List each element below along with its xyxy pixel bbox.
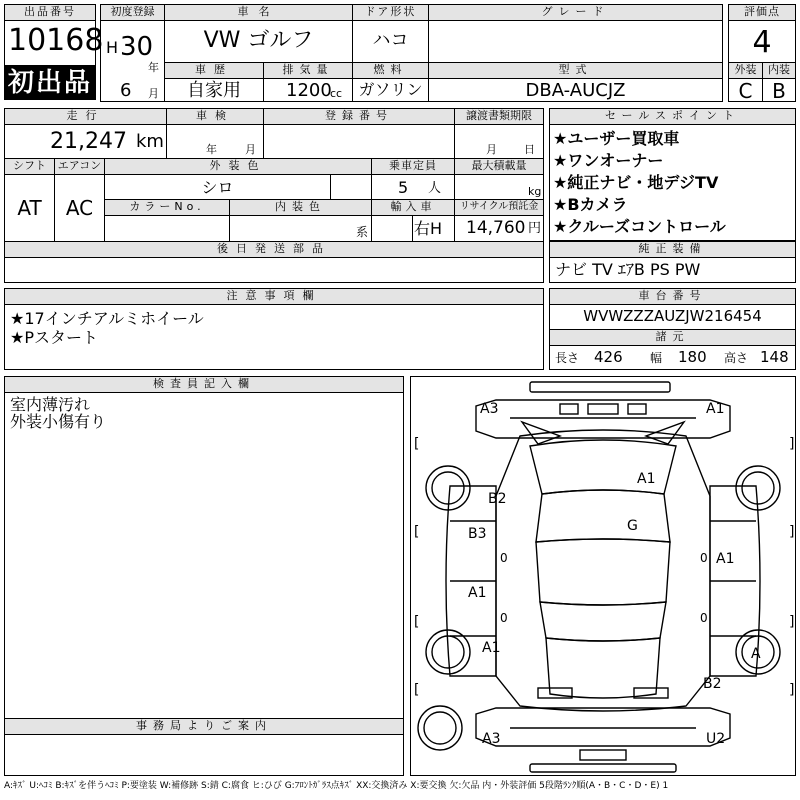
dimensions-header: 諸元 (550, 330, 795, 345)
reg-year: 30 (120, 32, 154, 62)
later-parts-header: 後日発送部品 (5, 242, 543, 257)
int-color-unit: 系 (356, 225, 369, 239)
inspector-line: 外装小傷有り (10, 412, 107, 431)
shift-value: AT (17, 196, 42, 220)
lot-number: 10168 (8, 23, 104, 58)
note-item: ★Pスタート (10, 328, 98, 347)
car-outline-diagram (410, 376, 796, 776)
score-header: 評価点 (729, 5, 795, 20)
damage-mark: G (627, 518, 638, 534)
chassis-number: WVWZZZAUZJW216454 (583, 307, 762, 325)
month-unit: 月 (148, 87, 159, 100)
damage-mark: A1 (706, 401, 725, 417)
fuel-header: 燃料 (353, 63, 428, 78)
load-header: 最大積載量 (455, 159, 543, 174)
grade-header: グレード (429, 5, 722, 20)
svg-text:[: [ (412, 524, 421, 540)
svg-text:[: [ (412, 614, 421, 630)
damage-mark-zero: 0 (700, 611, 708, 625)
damage-mark: B3 (468, 526, 487, 542)
displacement-value: 1200 (286, 80, 332, 101)
capacity-value: 5 (398, 178, 409, 197)
length-label: 長さ (555, 351, 580, 365)
genuine-equipment-value: ナビ TV ｴｱB PS PW (555, 260, 701, 279)
transfer-header: 譲渡書類期限 (455, 109, 543, 124)
shift-header: シフト (5, 159, 54, 174)
damage-mark: A3 (480, 401, 499, 417)
inspector-box (4, 376, 404, 776)
recycle-header: リサイクル預託金 (455, 200, 543, 215)
damage-mark: A1 (637, 471, 656, 487)
mileage-header: 走行 (5, 109, 166, 124)
int-color-header: 内装色 (230, 200, 371, 215)
door-header: ドア形状 (353, 5, 428, 20)
cc-unit: cc (330, 87, 343, 100)
import-header: 輸入車 (372, 200, 454, 215)
sales-point-item: ★Bカメラ (553, 195, 628, 214)
exterior-grade: C (738, 79, 753, 103)
damage-mark: A1 (716, 551, 735, 567)
svg-text:]: ] (788, 614, 796, 630)
ext-color-header: 外装色 (105, 159, 371, 174)
svg-text:[: [ (412, 436, 421, 452)
office-header: 事務局よりご案内 (5, 719, 403, 734)
inspection-year-unit: 年 (206, 143, 217, 156)
inspection-month-unit: 月 (245, 143, 256, 156)
damage-mark: A (751, 646, 761, 662)
displacement-header: 排気量 (264, 63, 352, 78)
chassis-header: 車台番号 (550, 289, 795, 304)
door-shape: ハコ (372, 30, 409, 51)
damage-mark: B2 (703, 676, 722, 692)
km-unit: km (136, 131, 164, 152)
damage-mark: B2 (488, 491, 507, 507)
reg-month: 6 (120, 80, 132, 101)
recycle-value: 14,760 (466, 218, 526, 238)
mileage-value: 21,247 (50, 129, 127, 154)
fuel-value: ガソリン (358, 80, 423, 99)
sales-point-item: ★純正ナビ・地デジTV (553, 173, 719, 192)
damage-mark-zero: 0 (500, 551, 508, 565)
sales-points-header: セールスポイント (550, 109, 795, 124)
note-item: ★17インチアルミホイール (10, 309, 204, 328)
sales-point-item: ★ワンオーナー (553, 151, 664, 170)
ac-header: エアコン (55, 159, 104, 174)
legend-text: A:ｷｽﾞ U:ﾍｺﾐ B:ｷｽﾞを伴うﾍｺﾐ P:要塗装 W:補修跡 S:錆 C:腐食 ヒ:ひび G:ﾌﾛﾝﾄｶﾞﾗｽ点ｷｽﾞ XX:交換済み X:要交換 欠:欠品 内・外装評価 5段階ﾗﾝｸ順(A・B・C・D・E) 1 (4, 781, 669, 791)
first-reg-header: 初度登録 (101, 5, 164, 20)
height-value: 148 (760, 348, 789, 366)
year-unit: 年 (148, 61, 159, 74)
car-name-header: 車名 (165, 5, 352, 20)
color-no-header: カラーNo. (105, 200, 229, 215)
inspector-header: 検査員記入欄 (5, 377, 403, 392)
model-value: DBA-AUCJZ (525, 80, 626, 101)
interior-grade: B (772, 79, 786, 103)
load-unit: kg (528, 185, 542, 198)
plate-header: 登録番号 (264, 109, 454, 124)
lot-number-header: 出品番号 (5, 5, 95, 20)
genuine-equipment-header: 純正装備 (550, 242, 795, 257)
score-value: 4 (752, 25, 772, 60)
height-label: 高さ (724, 351, 749, 365)
damage-mark: A1 (468, 585, 487, 601)
damage-mark: A1 (482, 640, 501, 656)
sales-point-item: ★クルーズコントロール (553, 217, 726, 236)
steering-side: 右H (414, 219, 443, 238)
width-value: 180 (678, 348, 707, 366)
inspector-line: 室内薄汚れ (10, 395, 91, 414)
era-letter: H (106, 38, 119, 57)
svg-text:]: ] (788, 436, 796, 452)
svg-text:[: [ (412, 682, 421, 698)
notes-header: 注意事項欄 (5, 289, 543, 304)
svg-text:]: ] (788, 682, 796, 698)
width-label: 幅 (650, 351, 663, 365)
car-name: VW ゴルフ (203, 28, 314, 53)
sales-point-item: ★ユーザー買取車 (553, 129, 680, 148)
damage-mark: U2 (706, 731, 726, 747)
capacity-unit: 人 (428, 181, 442, 196)
transfer-month-unit: 月 (486, 143, 497, 156)
damage-mark-zero: 0 (700, 551, 708, 565)
inspection-header: 車検 (167, 109, 263, 124)
first-listing-badge: 初出品 (4, 66, 96, 100)
ext-color-value: シロ (201, 178, 234, 197)
damage-mark: A3 (482, 731, 501, 747)
interior-header: 内装 (763, 63, 795, 78)
recycle-unit: 円 (528, 221, 542, 236)
capacity-header: 乗車定員 (372, 159, 454, 174)
damage-mark-zero: 0 (500, 611, 508, 625)
model-header: 型式 (429, 63, 722, 78)
svg-text:]: ] (788, 524, 796, 540)
exterior-header: 外装 (729, 63, 762, 78)
transfer-day-unit: 日 (524, 143, 535, 156)
history-header: 車歴 (165, 63, 263, 78)
length-value: 426 (594, 348, 623, 366)
ac-value: AC (65, 196, 94, 220)
history-value: 自家用 (187, 80, 241, 101)
